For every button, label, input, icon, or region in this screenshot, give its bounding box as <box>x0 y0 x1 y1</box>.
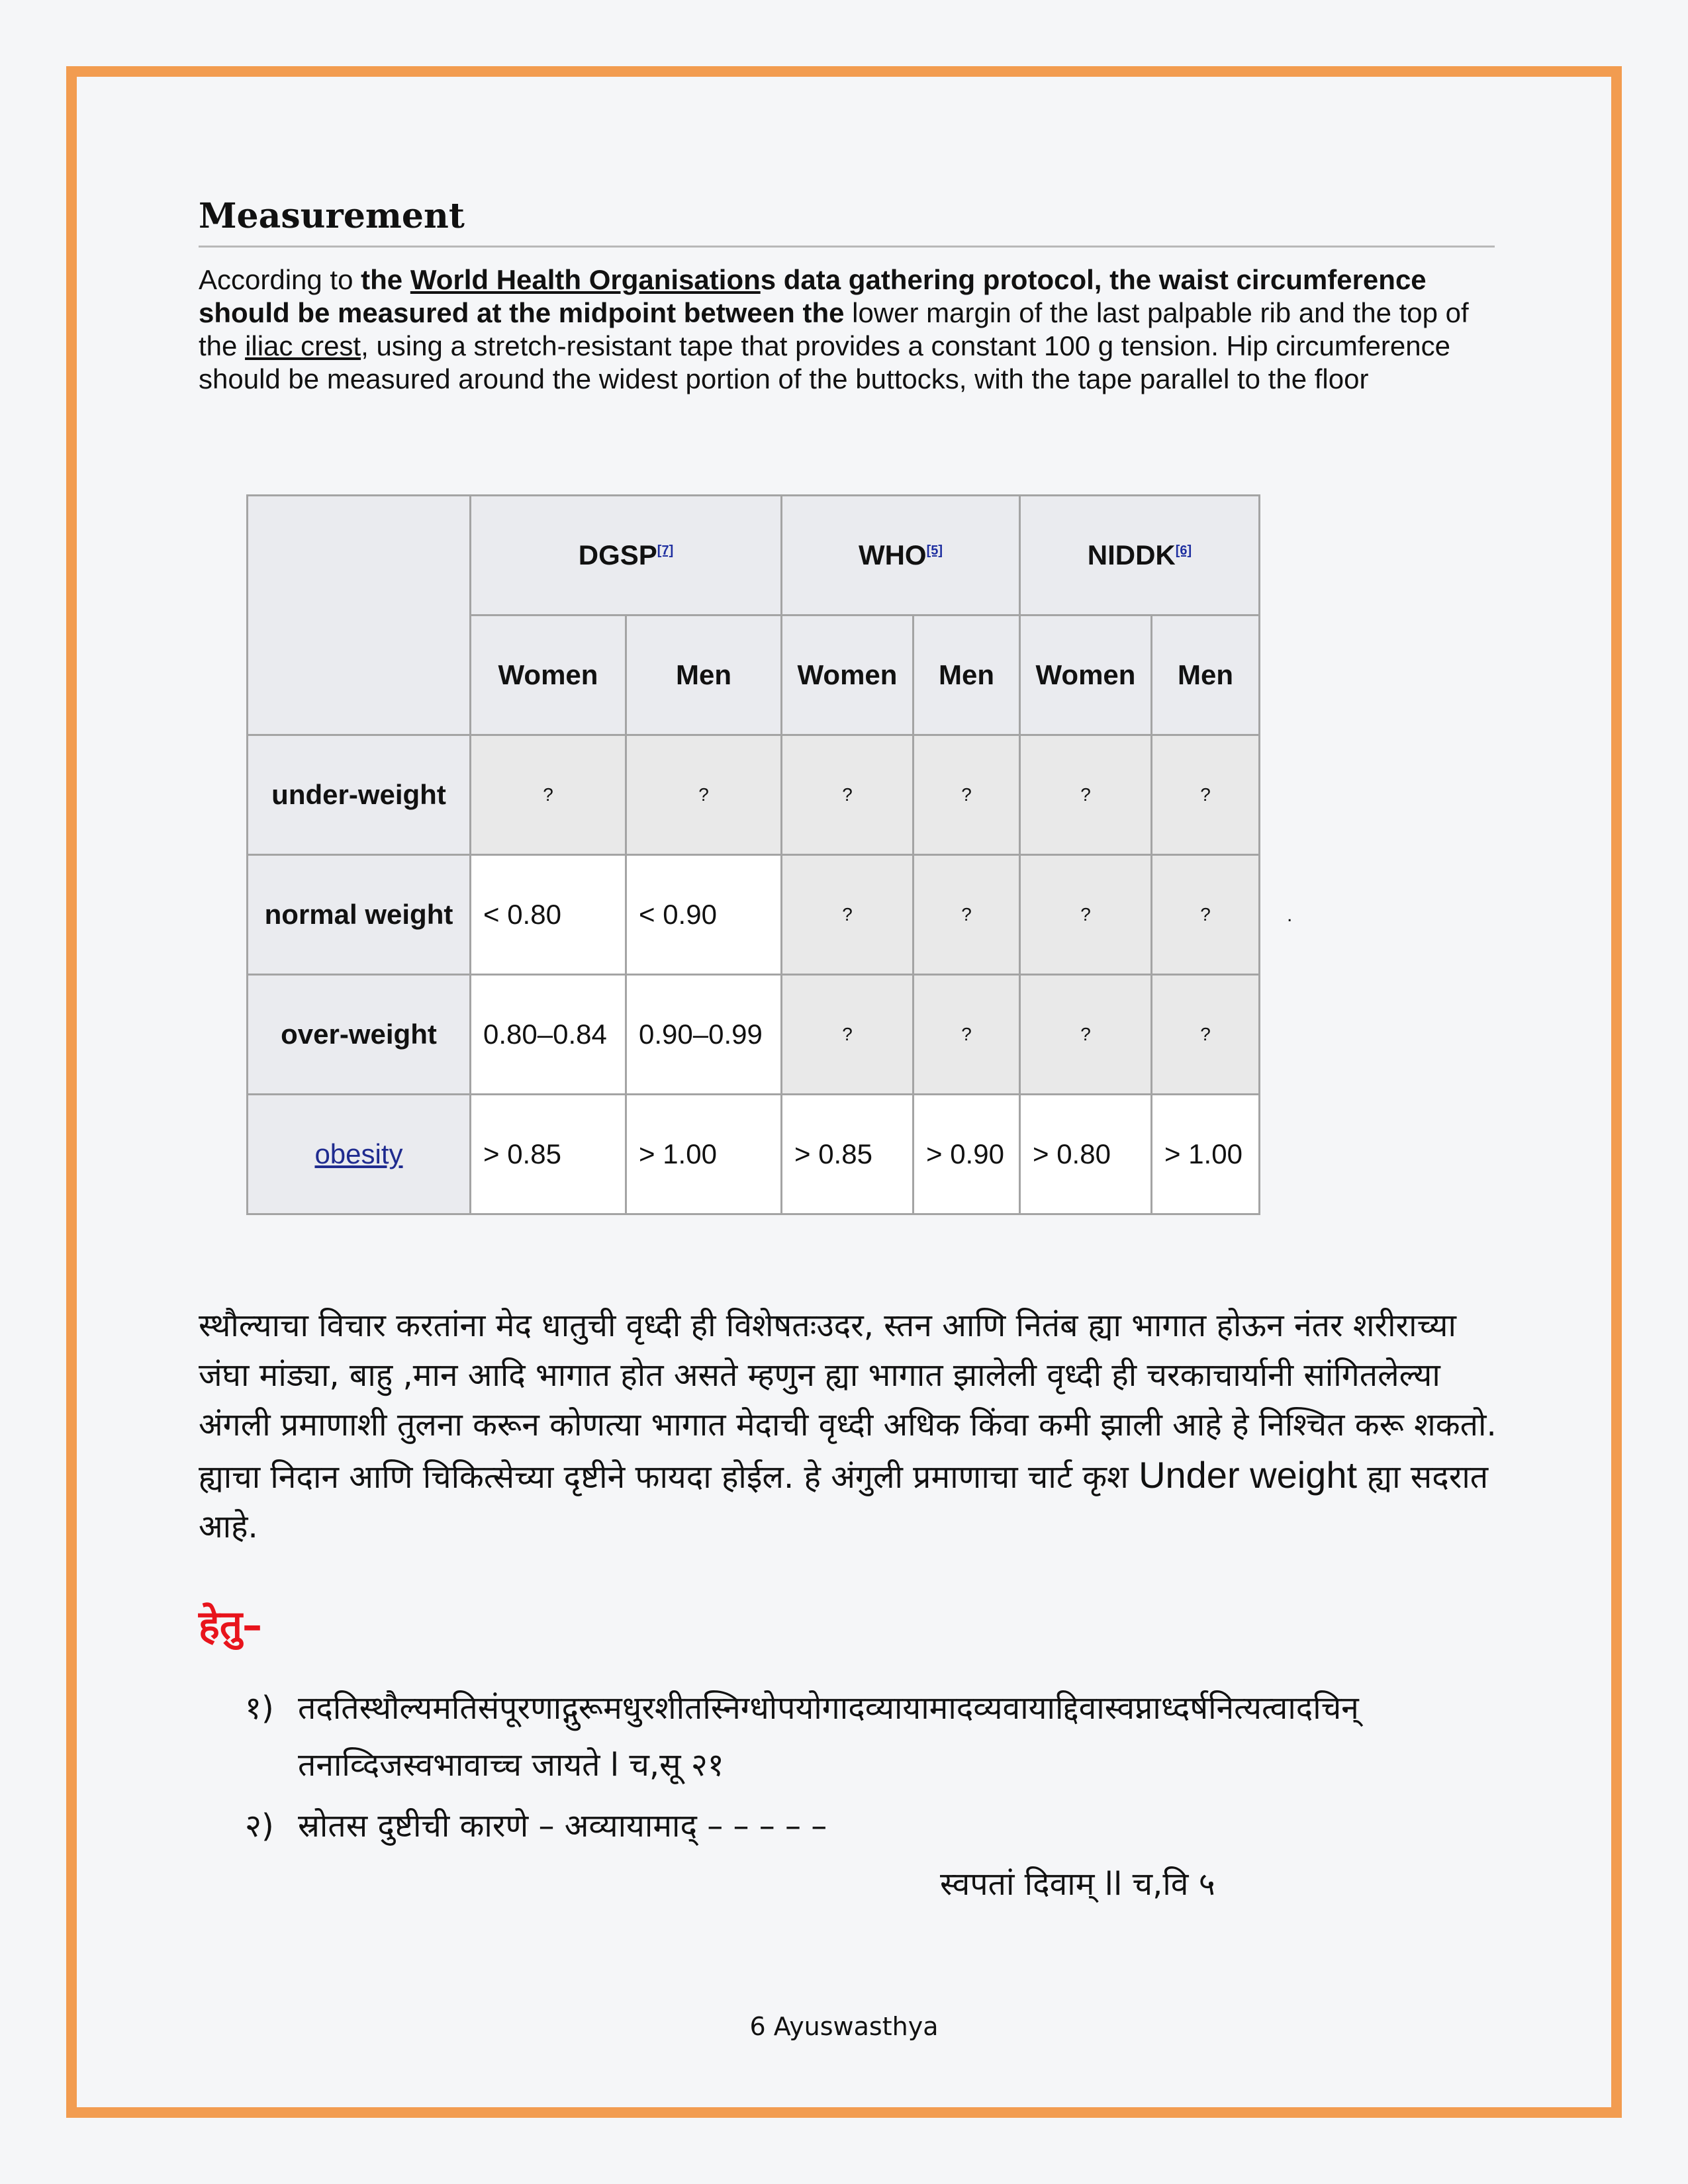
table-row <box>248 735 1260 855</box>
table-subheader: Men <box>914 615 1020 735</box>
table-cell: 0.80–0.84 <box>471 975 626 1095</box>
page-footer: 6 Ayuswasthya <box>749 2012 939 2041</box>
intro-paragraph <box>199 263 1496 396</box>
table-cell: ? <box>1020 975 1152 1095</box>
table-cell: ? <box>782 855 914 975</box>
row-label: over-weight <box>248 975 471 1095</box>
table-cell: < 0.80 <box>471 855 626 975</box>
table-cell: 0.90–0.99 <box>626 975 782 1095</box>
table-cell: > 0.85 <box>782 1095 914 1214</box>
intro-bold-text-1: the <box>361 264 410 295</box>
table-cell: ? <box>1152 975 1260 1095</box>
table-group-header <box>471 496 782 615</box>
reference-link[interactable]: [6] <box>1175 543 1192 558</box>
table-cell: > 0.85 <box>471 1095 626 1214</box>
group-name: DGSP <box>578 539 657 570</box>
table-cell: ? <box>471 735 626 855</box>
section-heading: Measurement <box>199 196 465 236</box>
reference-link[interactable]: [5] <box>926 543 943 558</box>
marathi-english-term: Under weight <box>1139 1454 1358 1496</box>
table-row <box>248 975 1260 1095</box>
list-item-line: तनाव्दिजस्वभावाच्च जायते l च,सू २१ <box>298 1747 724 1784</box>
table-cell: ? <box>1020 735 1152 855</box>
intro-text-3: , using a stretch-resistant tape that provides a constant 100 g tension. Hip circumference should be measured around the widest portion of the buttocks, with the tape parallel to the floor <box>199 330 1450 394</box>
table-group-header <box>782 496 1020 615</box>
table-cell: < 0.90 <box>626 855 782 975</box>
table-cell: ? <box>1020 855 1152 975</box>
list-item-line: स्रोतस दुष्टीची कारणे – अव्यायामाद् – – – – – <box>298 1807 827 1844</box>
reference-link[interactable]: [7] <box>657 543 674 558</box>
table-cell: ? <box>782 975 914 1095</box>
marathi-text: स्थौल्याचा विचार करतांना मेद धातुची वृध्दी ही विशेषतःउदर, स्तन आणि नितंब ह्या भागात होऊन नंतर शरीराच्या जंघा मांड्या, बाहु ,मान आदि भागात होत असते म्हणुन ह्या भागात झालेली वृध्दी ही चरकाचार्यानी सांगितलेल्या अंगली प्रमाणाशी तुलना करून कोणत्या भागात मेदाची वृध्दी अधिक किंवा कमी झाली आहे हे निश्चित करू शकतो. ह्याचा निदान आणि चिकित्सेच्या दृष्टीने फायदा होईल. हे अंगुली प्रमाणाचा चार्ट कृश <box>199 1307 1497 1496</box>
hetu-heading: हेतु– <box>199 1602 263 1649</box>
list-item-number: १) <box>245 1690 274 1727</box>
table-cell: ? <box>626 735 782 855</box>
obesity-link[interactable]: obesity <box>314 1138 403 1169</box>
list-item-line: स्वपतां दिवाम् ll च,वि ५ <box>940 1866 1215 1903</box>
intro-text-2: lower margin of the last palpable rib and the top of the <box>199 297 1469 361</box>
intro-text-1: According to <box>199 264 361 295</box>
table-cell: > 0.80 <box>1020 1095 1152 1214</box>
row-label-cell <box>248 1095 471 1214</box>
table-cell: ? <box>1152 735 1260 855</box>
waist-hip-ratio-table <box>246 494 1260 1215</box>
list-item-number: २) <box>245 1807 274 1844</box>
table-cell: ? <box>914 975 1020 1095</box>
marathi-text-end: ह्या सदरात आहे. <box>199 1459 1489 1545</box>
row-label: normal weight <box>248 855 471 975</box>
stray-dot: . <box>1287 904 1293 926</box>
table-subheader: Women <box>471 615 626 735</box>
who-link[interactable]: World Health Organisation <box>410 264 761 295</box>
group-name: NIDDK <box>1087 539 1176 570</box>
intro-bold-text-2: s data gathering protocol, the waist circumference should be measured at the midpoint between the <box>199 264 1427 328</box>
table-cell: > 1.00 <box>626 1095 782 1214</box>
table-cell: > 0.90 <box>914 1095 1020 1214</box>
table-cell: ? <box>1152 855 1260 975</box>
table-cell: ? <box>782 735 914 855</box>
table-cell: ? <box>914 735 1020 855</box>
heading-divider <box>199 246 1495 248</box>
table-cell: ? <box>914 855 1020 975</box>
table-row <box>248 1095 1260 1214</box>
table-subheader: Men <box>626 615 782 735</box>
iliac-crest-link[interactable]: iliac crest <box>245 330 361 361</box>
table-corner-cell <box>248 496 471 735</box>
table-subheader: Women <box>1020 615 1152 735</box>
table-subheader: Women <box>782 615 914 735</box>
table-group-header <box>1020 496 1260 615</box>
table-subheader: Men <box>1152 615 1260 735</box>
marathi-paragraph <box>199 1301 1509 1552</box>
group-name: WHO <box>858 539 927 570</box>
row-label: under-weight <box>248 735 471 855</box>
list-item-line: तदतिस्थौल्यमतिसंपूरणाद्गुरूमधुरशीतस्निग्धोपयोगादव्यायामादव्यवायाद्दिवास्वप्नाध्दर्षनित्यत्वादचिन् <box>298 1690 1359 1727</box>
table-row <box>248 855 1260 975</box>
table-cell: > 1.00 <box>1152 1095 1260 1214</box>
